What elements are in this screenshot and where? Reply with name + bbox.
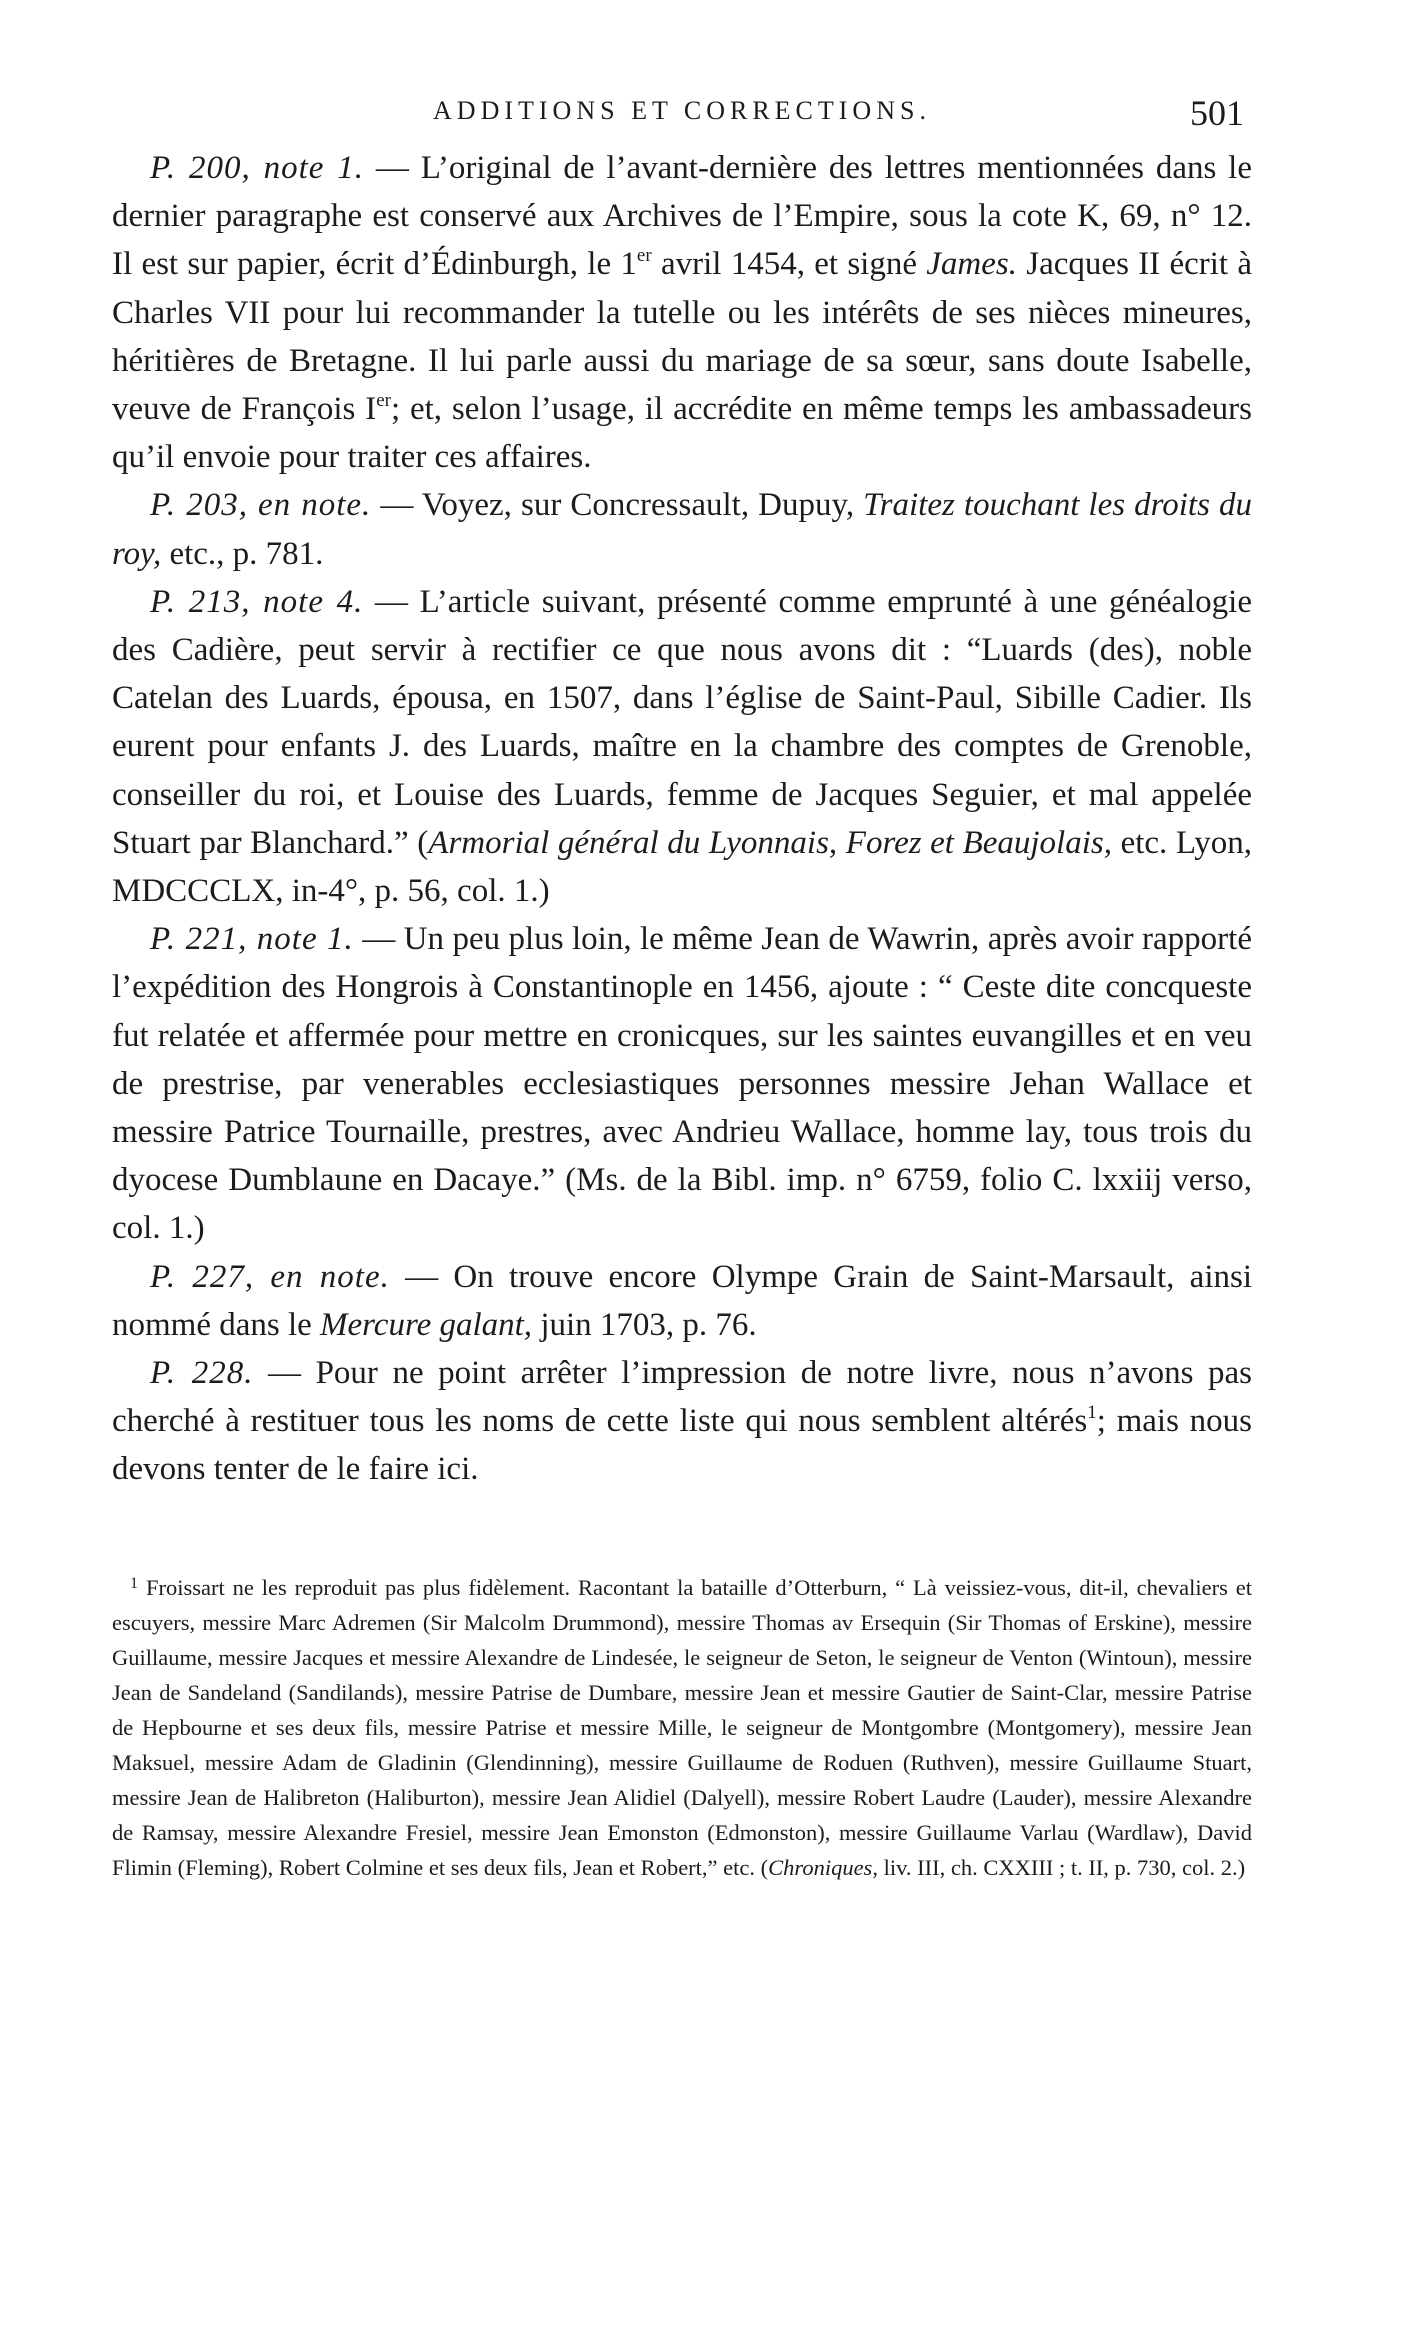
entry-reference: P. 200, note 1. bbox=[150, 150, 365, 186]
entry-text: — Un peu plus loin, le même Jean de Wawrin, après avoir rapporté l’expédition des Hongrois à Constantinople en 1456, ajoute : “ Ceste dite concqueste fut relatée et affermée pour mettre en cronicques, sur les saintes euvangilles et en veu de prestrise, par venerables ecclesiastiques personnes messire Jehan Wallace et messire Patrice Tournaille, prestres, avec Andrieu Wallace, homme lay, tous trois du dyocese Dumblaune en Dacaye.” (Ms. de la Bibl. imp. n° 6759, folio C. lxxiij verso, col. 1.) bbox=[112, 921, 1252, 1247]
entry-p213 bbox=[112, 578, 1252, 915]
entry-reference: P. 203, en note. bbox=[150, 487, 372, 524]
entry-text: — L’original de l’avant-dernière des lettres mentionnées dans le dernier paragraphe est conservé aux Archives de l’Empire, sous la cote K, 69, n° 12. Il est sur papier, écrit d’Édinburgh, le 1 bbox=[112, 150, 1252, 283]
footnote-marker[interactable]: 1 bbox=[1087, 1402, 1097, 1424]
work-title: Chroniques, bbox=[768, 1854, 878, 1880]
entry-p221 bbox=[112, 915, 1252, 1252]
page-number: 501 bbox=[1190, 93, 1244, 133]
entry-reference: P. 221, note 1. bbox=[150, 921, 354, 958]
footnote bbox=[112, 1570, 1252, 1885]
signature-name: James. bbox=[926, 246, 1017, 283]
entry-p203 bbox=[112, 481, 1252, 577]
entry-p200 bbox=[112, 144, 1252, 481]
footnote-text: Froissart ne les reproduit pas plus fidèlement. Racontant la bataille d’Otterburn, “ Là veissiez-vous, dit-il, chevaliers et escuyers, messire Marc Adremen (Sir Malcolm Drummond), messire Thomas av Ersequin (Sir Thomas of Erskine), messire Guillaume, messire Jacques et messire Alexandre de Lindesée, le seigneur de Seton, le seigneur de Venton (Wintoun), messire Jean de Sandeland (Sandilands), messire Patrise de Dumbare, messire Jean et messire Gautier de Saint-Clar, messire Patrise de Hepbourne et ses deux fils, messire Patrise et messire Mille, le seigneur de Montgombre (Montgomery), messire Jean Maksuel, messire Adam de Gladinin (Glendinning), messire Guillaume de Roduen (Ruthven), messire Guillaume Stuart, messire Jean de Halibreton (Haliburton), messire Jean Alidiel (Dalyell), messire Robert Laudre (Lauder), messire Alexandre de Ramsay, messire Alexandre Fresiel, messire Jean Emonston (Edmonston), messire Guillaume Varlau (Wardlaw), David Flimin (Fleming), Robert Colmine et ses deux fils, Jean et Robert,” etc. ( bbox=[112, 1574, 1252, 1880]
footnote-text: liv. III, ch. CXXIII ; t. II, p. 730, col. 2.) bbox=[877, 1854, 1246, 1880]
entry-text: Jacques II écrit à Charles VII pour lui recommander la tutelle ou les intérêts de ses nièces mineures, héritières de Bretagne. Il lui parle aussi du mariage de sa sœur, sans doute Isabelle, veuve de François I bbox=[112, 246, 1252, 428]
entry-p228 bbox=[112, 1349, 1252, 1494]
entry-text: — Voyez, sur Concressault, Dupuy, bbox=[371, 487, 864, 524]
entry-reference: P. 227, en note. bbox=[150, 1258, 390, 1295]
entry-text: ; mais nous devons tenter de le faire ici. bbox=[112, 1403, 1252, 1488]
entry-text: etc., p. 781. bbox=[161, 535, 324, 572]
work-title: Armorial général du Lyonnais, Forez et Beaujolais, bbox=[428, 824, 1112, 861]
entry-text: avril 1454, et signé bbox=[651, 246, 927, 283]
entry-p227 bbox=[112, 1253, 1252, 1349]
entry-text: etc. Lyon, MDCCCLX, in-4°, p. 56, col. 1.) bbox=[112, 824, 1252, 910]
work-title: Traitez touchant les droits du roy, bbox=[112, 487, 1253, 572]
entry-text: juin 1703, p. 76. bbox=[532, 1306, 757, 1343]
entry-reference: P. 213, note 4. bbox=[150, 583, 364, 620]
footnotes bbox=[112, 1570, 1252, 1885]
entry-text: ; et, selon l’usage, il accrédite en même temps les ambassadeurs qu’il envoie pour traiter ces affaires. bbox=[112, 391, 1252, 476]
body-text bbox=[112, 144, 1252, 1494]
superscript: er bbox=[636, 245, 652, 267]
entry-reference: P. 228. bbox=[150, 1355, 254, 1392]
entry-text: — Pour ne point arrêter l’impression de notre livre, nous n’avons pas cherché à restituer tous les noms de cette liste qui nous semblent altérés bbox=[112, 1355, 1253, 1440]
entry-text: — L’article suivant, présenté comme emprunté à une généalogie des Cadière, peut servir à rectifier ce que nous avons dit : “Luards (des), noble Catelan des Luards, épousa, en 1507, dans l’église de Saint-Paul, Sibille Cadier. Ils eurent pour enfants J. des Luards, maître en la chambre des comptes de Grenoble, conseiller du roi, et Louise des Luards, femme de Jacques Seguier, et mal appelée Stuart par Blanchard.” ( bbox=[112, 583, 1252, 861]
book-page bbox=[112, 92, 1252, 1885]
running-head bbox=[112, 92, 1252, 142]
footnote-mark: 1 bbox=[130, 1574, 138, 1592]
running-title: ADDITIONS ET CORRECTIONS. bbox=[433, 96, 931, 125]
entry-text: — On trouve encore Olympe Grain de Saint-Marsault, ainsi nommé dans le bbox=[112, 1258, 1252, 1343]
superscript: er bbox=[376, 390, 391, 412]
work-title: Mercure galant, bbox=[320, 1306, 533, 1343]
